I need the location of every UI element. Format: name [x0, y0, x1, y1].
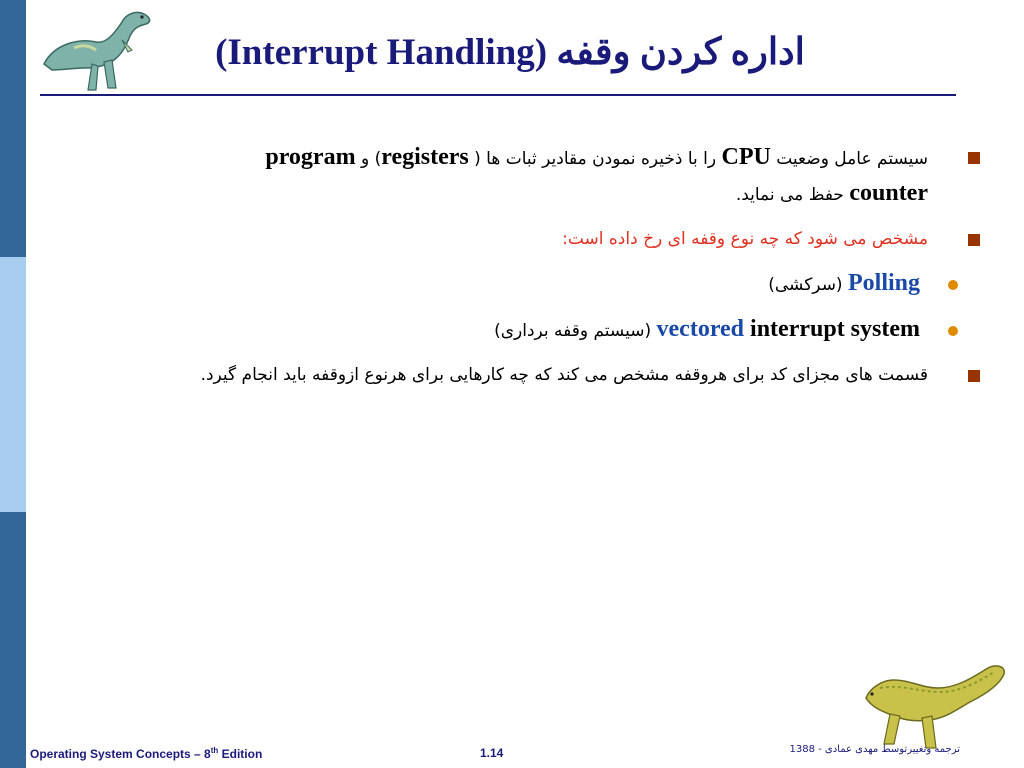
slide-title	[150, 30, 870, 74]
dinosaur-logo-bottom	[860, 658, 1010, 754]
bullet-item-2	[110, 222, 928, 256]
title-persian: اداره کردن وقفه	[556, 32, 805, 73]
bullet-1-text-b: را با ذخیره نمودن مقادیر ثبات ها (	[468, 149, 722, 169]
bullet-1-text-d: حفظ می نماید.	[735, 185, 850, 205]
bullet-1-program: program	[265, 144, 356, 170]
bullet-1-text-c: ) و	[355, 149, 382, 169]
bullet-1-cpu: CPU	[721, 144, 771, 170]
bullet-item-1	[110, 140, 928, 212]
footer-edition-text: Edition	[218, 747, 263, 761]
square-bullet-icon	[968, 370, 980, 382]
footer-translator: ترجمه وتغییرتوسط مهدی عمادی - 1388	[789, 744, 960, 755]
bullet-1-registers: registers	[381, 144, 469, 170]
title-english: (Interrupt Handling)	[215, 32, 548, 73]
sub-bullet-vectored	[110, 312, 920, 348]
bullet-1-text-a: سیستم عامل وضعیت	[770, 149, 928, 169]
square-bullet-icon	[968, 234, 980, 246]
footer-page-number: 1.14	[480, 746, 504, 760]
left-sidebar-highlight	[0, 257, 26, 512]
sub-1-polling: Polling	[847, 270, 920, 296]
footer-book-text: Operating System Concepts – 8	[30, 747, 211, 761]
square-bullet-icon	[968, 152, 980, 164]
bullet-item-3	[110, 358, 928, 392]
bullet-1-counter: counter	[849, 180, 928, 206]
footer-superscript: th	[210, 746, 219, 755]
sub-2-persian: (سیستم وقفه برداری)	[494, 321, 657, 341]
dinosaur-logo-top	[34, 4, 158, 98]
left-sidebar-bar	[0, 0, 26, 768]
bullet-2-text: مشخص می شود که چه نوع وقفه ای رخ داده است:	[562, 229, 928, 249]
slide-content	[110, 140, 964, 402]
title-underline	[40, 94, 956, 96]
sub-2-interrupt-system: interrupt system	[744, 316, 920, 342]
footer-book-title	[30, 746, 262, 761]
bullet-3-text: قسمت های مجزای کد برای هروقفه مشخص می کند که چه کارهایی برای هرنوع ازوقفه باید انجام گیرد.	[200, 365, 928, 385]
sub-2-vectored: vectored	[656, 316, 745, 342]
sub-bullet-polling	[110, 266, 920, 302]
dot-bullet-icon	[948, 280, 958, 290]
sub-1-persian: (سرکشی)	[768, 275, 848, 295]
dot-bullet-icon	[948, 326, 958, 336]
